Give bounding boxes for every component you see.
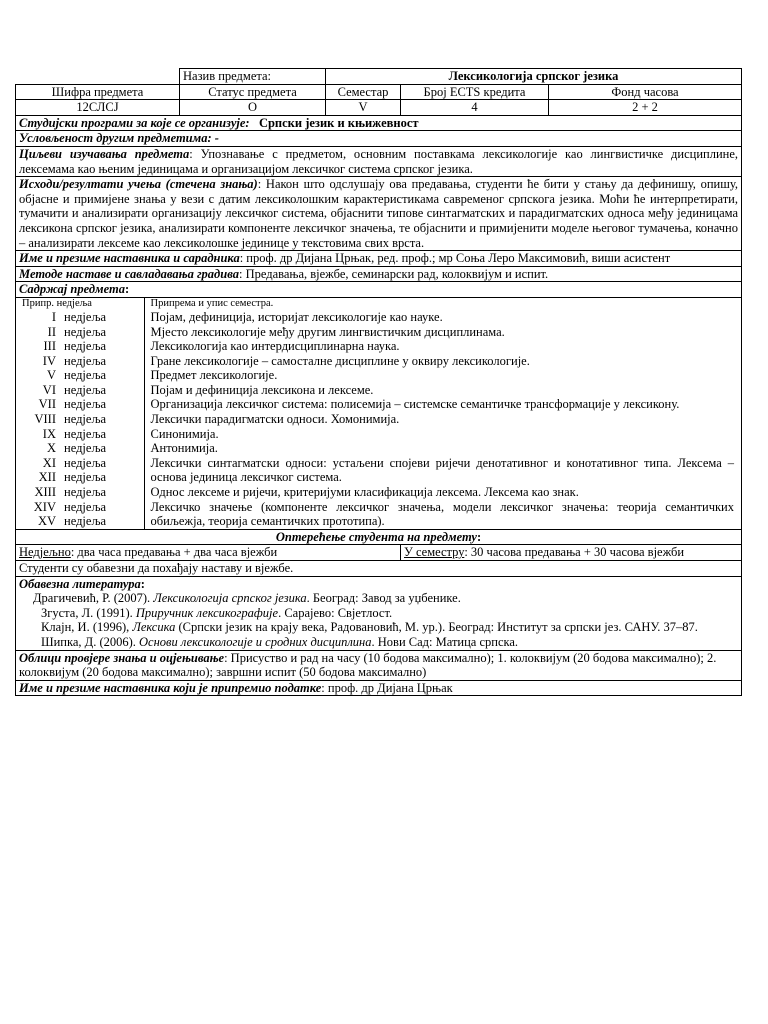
literature-label: Обавезна литература — [19, 576, 141, 591]
week-label — [16, 339, 144, 354]
load-note: Студенти су обавезни да похађају наставу и вјежбе. — [16, 561, 742, 577]
teachers-label: Име и презиме наставника и сарадника — [19, 251, 240, 266]
literature-title: Приручник лексикографије — [135, 605, 279, 620]
week-word: недјеља — [64, 426, 107, 441]
literature-pre: Клајн, И. (1996), — [41, 620, 133, 635]
week-word: недјеља — [64, 455, 107, 470]
week-row — [16, 412, 740, 427]
week-number: I — [51, 309, 56, 324]
status-label: Статус предмета — [180, 84, 326, 100]
outcomes-text: : Након што одслушају ова предавања, студенти ће бити у стању да дефинишу, опишу, објасне и примијене знања у вези с датим лексиколошким карактеристикама савременог српскога језика. Моћи ће интерпретирати, тумачити и анализирати организацију лексичког система, објаснити типове синтагматских и парадигматских односа међу јединицама лексикона српског језика, анализирати компоненте лексичког значења, те објаснити и примијенити моделе његовог тумачења, коначно – анализирати лексеме као лексиколошке јединице у текстовима свих врста. — [19, 177, 738, 250]
assessment-text: : Присуство и рад на часу (10 бодова максимално); 1. колоквијум (20 бодова максимално); 2. колоквијум (20 бодова максимално); завршни испит (50 бодова максимално) — [19, 650, 717, 680]
week-word: недјеља — [64, 514, 107, 529]
week-label — [16, 485, 144, 500]
week-word: недјеља — [64, 485, 107, 500]
week-word: недјеља — [64, 353, 107, 368]
week-word: недјеља — [64, 324, 107, 339]
literature-item — [19, 620, 738, 635]
prereq-label: Условљеност другим предметима: - — [19, 131, 219, 146]
week-row — [16, 456, 740, 471]
literature-title: Основи лексикологије и сродних дисциплина — [139, 634, 372, 649]
literature-post: . Сарајево: Свјетлост. — [278, 605, 393, 620]
literature-post: (Српски језик на крају века, Радовановић, М. ур.). Београд: Институт за српски јез. САНУ. 37–87. — [175, 620, 698, 635]
week-number: XV — [37, 514, 56, 529]
week-topic: Лексички парадигматски односи. Хомонимија. — [150, 412, 400, 427]
week-number: VII — [38, 397, 56, 412]
week-label — [16, 470, 144, 485]
semester-label: Семестар — [326, 84, 401, 100]
literature-list — [19, 591, 738, 649]
week-number: II — [47, 324, 56, 339]
week-label — [16, 456, 144, 471]
week-topic: Гране лексикологије – самосталне дисциплине у оквиру лексикологије. — [150, 353, 530, 368]
goals-text: : Упознавање с предметом, основним поставкама лексикологије као лингвистичке дисциплине, лексемама као њеним јединицама и организацијом лексичког система српског језика. — [19, 146, 738, 176]
weeks-list — [16, 310, 740, 529]
week-row — [16, 383, 740, 398]
load-weekly-label: Недјељно — [19, 545, 71, 560]
week-label — [16, 412, 144, 427]
week-row — [16, 500, 740, 515]
programs-cell — [16, 115, 742, 131]
load-semester-label: У семестру — [404, 545, 465, 560]
week-number: III — [43, 339, 56, 354]
methods-text: : Предавања, вјежбе, семинарски рад, колоквијум и испит. — [238, 266, 549, 281]
course-status: О — [180, 100, 326, 116]
prepared-by-label: Име и презиме наставника који је припремио податке — [19, 680, 322, 695]
course-hours: 2 + 2 — [549, 100, 742, 116]
teachers-cell — [16, 251, 742, 267]
week-word: недјеља — [64, 470, 107, 485]
week-row — [16, 368, 740, 383]
literature-title: Лексика — [132, 620, 176, 635]
week-word: недјеља — [64, 412, 107, 427]
week-row — [16, 310, 740, 325]
week-label — [16, 397, 144, 412]
literature-item — [19, 635, 738, 650]
prep-week-label: Припр. недјеља — [16, 298, 144, 310]
week-label — [16, 427, 144, 442]
literature-pre: Згуста, Л. (1991). — [41, 605, 136, 620]
week-topic: Однос лексеме и ријечи, критеријуми класификација лексема. Лексема као знак. — [150, 485, 579, 500]
literature-item — [19, 606, 738, 621]
teachers-text: : проф. др Дијана Црњак, ред. проф.; мр Соња Леро Максимовић, виши асистент — [239, 251, 671, 266]
load-weekly-text: : два часа предавања + два часа вјежби — [70, 545, 278, 560]
programs-value: Српски језик и књижевност — [258, 115, 419, 130]
subject-name: Лексикологија српског језика — [326, 69, 742, 85]
content-label-cell: Садржај предмета: — [16, 282, 742, 298]
week-word: недјеља — [64, 441, 107, 456]
literature-pre: Драгичевић, Р. (2007). — [33, 591, 154, 606]
code-label: Шифра предмета — [16, 84, 180, 100]
load-semester-cell — [401, 545, 742, 561]
week-topic: Појам и дефиниција лексикона и лексеме. — [150, 382, 374, 397]
prepared-by-text: : проф. др Дијана Црњак — [321, 680, 453, 695]
header-values-row — [16, 100, 742, 116]
week-topic: Синонимија. — [150, 426, 219, 441]
outcomes-label: Исходи/резултати учења (стечена знања) — [19, 177, 258, 192]
week-label — [16, 310, 144, 325]
week-number: XIII — [34, 485, 56, 500]
week-row — [16, 325, 740, 340]
week-label — [16, 441, 144, 456]
week-topic: Појам, дефиниција, историјат лексикологије као науке. — [150, 309, 443, 324]
week-word: недјеља — [64, 382, 107, 397]
course-semester: V — [326, 100, 401, 116]
week-number: VI — [42, 382, 56, 397]
prereq-cell — [16, 131, 742, 147]
load-weekly-cell — [16, 545, 401, 561]
week-topic: Мјесто лексикологије међу другим лингвистичким дисциплинама. — [150, 324, 505, 339]
assessment-label: Облици провјере знања и оцјењивање — [19, 650, 225, 665]
hours-label: Фонд часова — [549, 84, 742, 100]
subject-name-label: Назив предмета: — [180, 69, 326, 85]
week-label — [16, 354, 144, 369]
week-number: XI — [42, 455, 56, 470]
week-row — [16, 397, 740, 412]
week-row — [16, 339, 740, 354]
week-number: IV — [42, 353, 56, 368]
outcomes-cell — [16, 177, 742, 251]
programs-label: Студијски програми за које се организује: — [19, 115, 250, 130]
content-label: Садржај предмета — [19, 282, 125, 297]
week-label — [16, 368, 144, 383]
literature-pre: Шипка, Д. (2006). — [41, 634, 140, 649]
week-row — [16, 354, 740, 369]
week-topic: Лексички синтагматски односи: устаљени спојеви ријечи денотативног и конотативног типа. Лексема – основа јединица лексичког система. — [150, 455, 734, 485]
week-number: IX — [42, 426, 56, 441]
week-word: недјеља — [64, 339, 107, 354]
week-label — [16, 325, 144, 340]
week-row — [16, 427, 740, 442]
course-syllabus — [15, 68, 741, 696]
literature-cell: Обавезна литература: Драгичевић, Р. (2007). Лексикологија српског језика. Београд: Завод за уџбенике. Згуста, Л. (1991). Приручник лексикографије. Сарајево: Свјетлост. Клајн, И. (1996), Лексика (Српски језик на крају века, Радовановић, М. ур.). Београд: Институт за српски јез. САНУ. 37–87. Шипка, Д. (2006). Основи лексикологије и сродних дисциплина. Нови Сад: Матица српска. — [16, 576, 742, 650]
week-label — [16, 514, 144, 529]
load-semester-text: : 30 часова предавања + 30 часова вјежби — [464, 545, 685, 560]
goals-label: Циљеви изучавања предмета — [19, 146, 190, 161]
subject-name-row — [16, 69, 742, 85]
content-weeks-cell — [16, 297, 742, 529]
course-ects: 4 — [401, 100, 549, 116]
literature-item — [19, 591, 738, 606]
week-topic: Предмет лексикологије. — [150, 368, 278, 383]
week-row — [16, 485, 740, 500]
literature-post: . Нови Сад: Матица српска. — [371, 634, 519, 649]
week-number: XII — [38, 470, 56, 485]
week-topic: Организација лексичког система: полисемија – системске семантичке трансформације у лексикону. — [150, 397, 680, 412]
week-number: VIII — [34, 412, 56, 427]
week-word: недјеља — [64, 499, 107, 514]
course-code: 12СЛСЈ — [16, 100, 180, 116]
load-title-cell: Оптерећење студента на предмету: — [16, 529, 742, 545]
prep-week-text: Припрема и упис семестра. — [150, 297, 274, 309]
week-number: X — [46, 441, 56, 456]
literature-post: . Београд: Завод за уџбенике. — [306, 591, 461, 606]
week-word: недјеља — [64, 368, 107, 383]
week-topic: Лексичко значење (компоненте лексичког значења, модели лексичког значења: теорија семантичких обиљежја, теорија семантичких прототипа). — [150, 499, 734, 529]
week-topic: Лексикологија као интердисциплинарна наука. — [150, 339, 400, 354]
goals-cell — [16, 146, 742, 176]
header-labels-row — [16, 84, 742, 100]
prepared-by-cell — [16, 680, 742, 696]
methods-label: Методе наставе и савладавања градива — [19, 266, 239, 281]
week-number: XIV — [33, 499, 56, 514]
week-row — [16, 441, 740, 456]
week-label — [16, 500, 144, 515]
syllabus-table — [15, 68, 742, 696]
week-label — [16, 383, 144, 398]
week-word: недјеља — [64, 397, 107, 412]
week-number: V — [46, 368, 56, 383]
methods-cell — [16, 266, 742, 282]
week-word: недјеља — [64, 309, 107, 324]
load-title: Оптерећење студента на предмету — [275, 529, 477, 544]
assessment-cell — [16, 650, 742, 680]
ects-label: Број ECTS кредита — [401, 84, 549, 100]
literature-title: Лексикологија српског језика — [153, 591, 307, 606]
week-topic: Антонимија. — [150, 441, 218, 456]
weeks-table — [16, 298, 740, 529]
